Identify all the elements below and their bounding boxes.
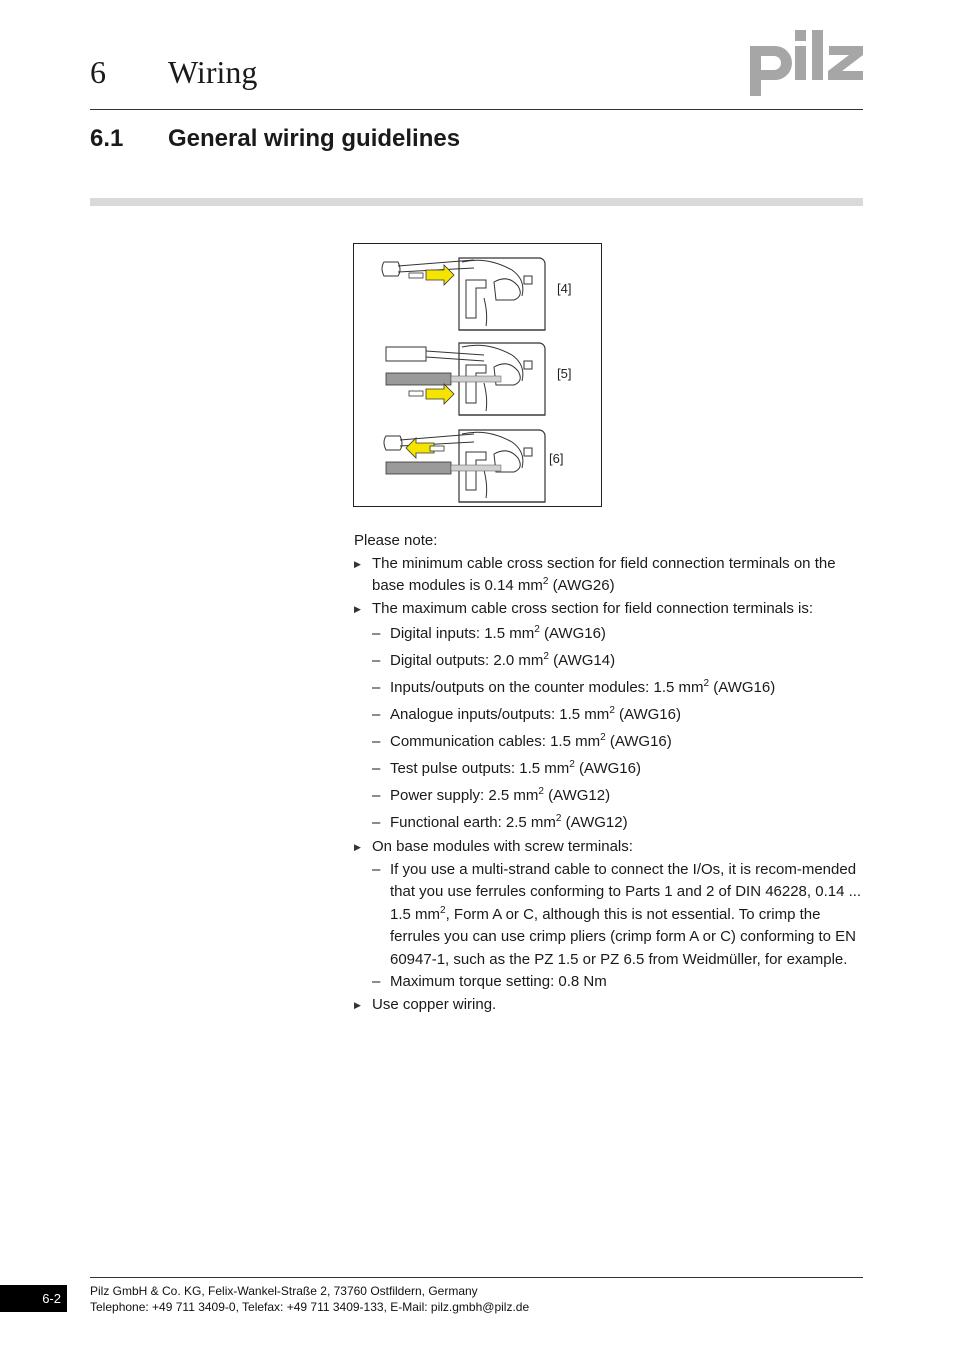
bullet-max-cross-section: [354, 598, 864, 837]
chapter-number: 6: [90, 54, 106, 90]
chapter-title: Wiring: [168, 54, 258, 90]
screw-terminals-text: On base modules with screw terminals:: [372, 838, 633, 855]
list-item: – Functional earth: 2.5 $mm^2$ (AWG12): [372, 813, 628, 831]
list-item: – Analogue inputs/outputs: 1.5 $mm^2$ (AWG16): [372, 705, 681, 723]
figure-label-4: [4]: [557, 281, 572, 296]
wiring-figure: [353, 243, 602, 507]
bullet-arrow-icon: ▶: [354, 603, 361, 614]
bullet-arrow-icon: ▶: [354, 999, 361, 1010]
list-item: – Power supply: 2.5 $mm^2$ (AWG12): [372, 786, 611, 804]
min-cross-section-awg: (AWG26): [548, 577, 615, 594]
list-item: – If you use a multi-strand cable to connect the I/Os, it is recom-mended that you use ferrules conforming to Parts 1 and 2 of DIN 46228, 0.14 ... 1.5 $mm^2$, Form A or C, although this is not essential. To crimp the ferrules you can use crimp pliers (crimp form A or C) conforming to EN 60947-1, such as the PZ 1.5 or PZ 6.5 from Weidmüller, for example.: [372, 860, 862, 968]
figure-label-5: [5]: [557, 366, 572, 381]
footer-rule: [90, 1277, 863, 1278]
bullet-min-cross-section: [354, 553, 864, 598]
footer-address: Pilz GmbH & Co. KG, Felix-Wankel-Straße 2, 73760 Ostfildern, Germany: [90, 1284, 478, 1298]
bullet-arrow-icon: ▶: [354, 558, 361, 569]
superscript-2: 2: [542, 576, 549, 587]
page-number: 6-2: [0, 1285, 67, 1312]
max-cross-section-text: The maximum cable cross section for field connection terminals is:: [372, 599, 814, 617]
pilz-logo: [746, 28, 866, 96]
max-cross-section-list: [372, 620, 864, 836]
note-bullet-list: [354, 553, 864, 1017]
section-title: General wiring guidelines: [168, 125, 461, 152]
bullet-screw-terminals: [354, 836, 864, 994]
section-number: 6.1: [90, 125, 124, 152]
bullet-copper-wiring: [354, 994, 864, 1017]
list-item: – Maximum torque setting: 0.8 Nm: [372, 973, 607, 990]
note-content: [354, 530, 864, 1016]
footer-contact: Telephone: +49 711 3409-0, Telefax: +49 711 3409-133, E-Mail: pilz.gmbh@pilz.de: [90, 1300, 530, 1314]
list-item: – Communication cables: 1.5 $mm^2$ (AWG16): [372, 732, 672, 750]
bullet-arrow-icon: ▶: [354, 842, 361, 852]
min-cross-section-text: The minimum cable cross section for field connection terminals on the base modules is 0.14 mm: [372, 554, 836, 594]
copper-wiring-text: Use copper wiring.: [372, 995, 497, 1013]
header-rule: [90, 109, 863, 110]
list-item: – Digital outputs: 2.0 $mm^2$ (AWG14): [372, 651, 616, 669]
section-divider-bar: [90, 198, 863, 206]
note-label: Please note:: [354, 532, 438, 549]
list-item: – Test pulse outputs: 1.5 $mm^2$ (AWG16): [372, 759, 641, 777]
list-item: – Digital inputs: 1.5 $mm^2$ (AWG16): [372, 624, 606, 642]
screw-terminals-list: [372, 859, 864, 994]
list-item: – Inputs/outputs on the counter modules: 1.5 $mm^2$ (AWG16): [372, 678, 776, 696]
figure-label-6: [6]: [549, 451, 564, 466]
